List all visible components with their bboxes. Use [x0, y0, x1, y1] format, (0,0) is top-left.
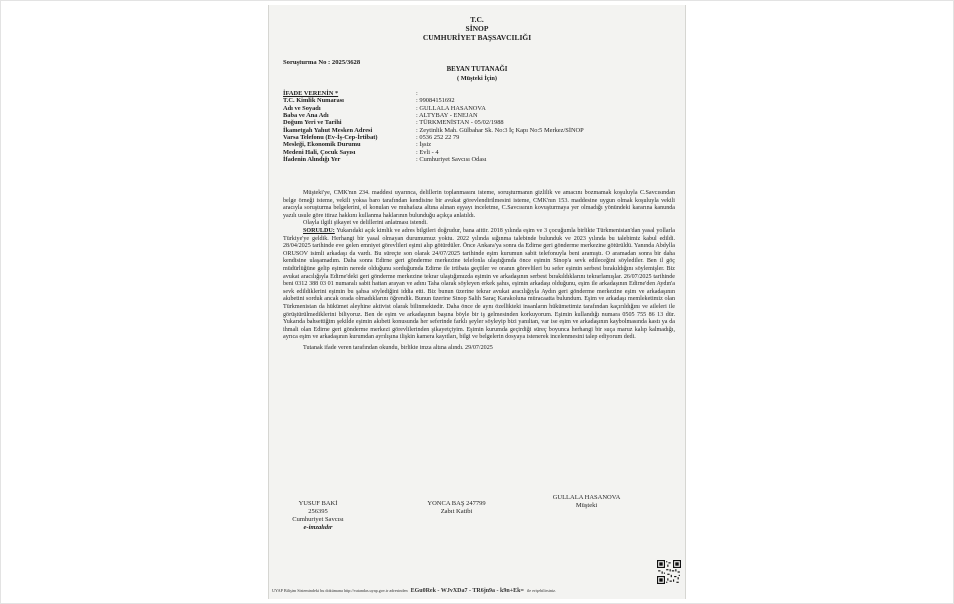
- field-label: İkametgah Yahut Mesken Adresi: [283, 126, 373, 134]
- field-value: : Zeytinlik Mah. Gülbahar Sk. No:3 İç Kapı No:5 Merkez/SİNOP: [416, 126, 584, 134]
- field-label: Adı ve Soyadı: [283, 104, 321, 112]
- investigation-label: Soruşturma No :: [283, 59, 331, 66]
- footer-text: UYAP Bilişim Sistemindeki bu dokümana http://vatandas.uyap.gov.tr adresinden: [272, 588, 408, 593]
- footer-verification: [272, 588, 556, 594]
- request-paragraph: Olayla ilgili şikayet ve delillerini anlatması istendi.: [303, 220, 428, 227]
- field-label: Varsa Telefonu (Ev-İş-Cep-İrtibat): [283, 134, 378, 142]
- field-label: Mesleği, Ekonomik Durumu: [283, 141, 361, 149]
- closing-paragraph: Tutanak ifade veren tarafından okundu, birlikte imza altına alındı. 29/07/2025: [303, 344, 493, 351]
- field-row: [283, 141, 678, 148]
- prosecutor-title: Cumhuriyet Savcısı: [292, 516, 344, 523]
- field-row: [283, 134, 678, 141]
- field-value: : TÜRKMENİSTAN - 05/02/1988: [416, 119, 504, 127]
- table-heading-row: İFADE VERENİN * :: [283, 90, 418, 97]
- field-value: : ALTYBAY - ENEJAN: [416, 112, 478, 120]
- document-page: [268, 5, 686, 599]
- footer-suffix: ile erişebilirsiniz.: [526, 588, 557, 593]
- field-label: Doğum Yeri ve Tarihi: [283, 119, 342, 127]
- field-value: : Cumhuriyet Savcısı Odası: [416, 156, 487, 164]
- field-row: [283, 105, 678, 112]
- field-row: [283, 149, 678, 156]
- doc-subtitle: ( Müşteki İçin): [457, 75, 497, 82]
- field-label: İfadenin Alındığı Yer: [283, 156, 341, 164]
- statement-text: Yukarıdaki açık kimlik ve adres bilgileri doğrudur, bana aittir. 2018 yılında eşim ve 3 çocuğumla birlikte Türkmenistan'dan yasal yollarla Türkiye'ye geldik. Herhangi bir yasal olmayan durumumuz yoktu. 2022 yılında sığınma talebinde bulunduk ve 2023 yılında bu talebimiz kabul edildi. 28/04/2025 tarihinde eve gelen emniyet görevlileri eşimi alıp götürdüler. Önce Ankara'ya sonra da Edirne geri gönderme merkezine götürüldü. Yanında Abdylla ORUSOV isimli arkadaşı da vardı. Bu süreçte son olarak 24/07/2025 tarihinde eşim kurumun sabit telefonuyla beni aramıştı. O aramadan sonra bir daha kendisine ulaşamadım. Daha sonra Edirne geri gönderme merkezine telefonla ulaştığımda önce eşimin Sinop'a sevk edileceğini söylediler. Ben il göç müdürlüğüne gelip eşimin nerede olduğunu sorduğumda Edirne ile irtibata geçtiler ve oranın görevlileri bu sefer eşimin serbest bırakıldığını söylemişler. Biz avukat aracılığıyla Edirne'deki geri gönderme merkezine tekrar ulaştığımızda eşimin ve arkadaşının serbest bırakıldıklarını tekrarlamışlar. 26/07/2025 tarihinde beni 0312 388 03 01 numaralı sabit hattan arayan ve adını Taha olarak söyleyen erkek şahıs, eşimin arkadaşı olduğunu, eşim ile arkadaşının Edirne'den Aydın'a sevk edildiklerini eşimin bu şahsa söylediğini iddia etti. Biz bunun üzerine tekrar avukat aracılığıyla Aydın geri gönderme merkezine eşim ve arkadaşının akıbetini sorduk ancak orada olmadıklarını öğrendik. Bunun üzerine Sinop Salih Saraç Karakoluna müracaatta bulundum. Eşim ve arkadaşı memleketimiz olan Türkmenistan da hükümet aleyhine aktivist olarak bilinmektedir. Daha önce de aynı özellikteki insanların hükümetimiz tarafından kaçırıldığını ve aileleri ile görüştürülmediklerini biliyoruz. Ben de eşim ve arkadaşının başına böyle bir iş gelmesinden korkuyorum. Eşimin kullandığı numara 0505 755 86 13 dür. Yukarıda bahsettiğim şekilde eşimin akıbeti konusunda her seferinde farklı şeyler söyleyip bizi yanıltan, var ise eşim ve arkadaşının kaybolmasında kastı ya da ihmali olan Edirne geri gönderme merkezi görevlilerinden şikayetçiyim. Eşimin kurumda geçirdiği süreç boyunca herhangi bir suça maruz kalıp kalmadığı, ayrıca eşim ve arkadaşının kurumdan ayrılışına ilişkin kamera kayıtları, bilgi ve belgelerin dosyaya istenerek incelenmesini talep ediyorum dedi.: [283, 227, 675, 341]
- header-tc: T.C.: [470, 15, 484, 24]
- prosecutor-signature: [283, 500, 353, 532]
- qr-code-icon: [657, 560, 681, 584]
- field-label: T.C. Kimlik Numarası: [283, 97, 344, 105]
- complainant-name: GULLALA HASANOVA: [552, 494, 621, 501]
- field-label: Baba ve Ana Adı: [283, 112, 329, 120]
- prosecutor-name: YUSUF BAKİ: [298, 500, 338, 507]
- field-value: : İşsiz: [416, 141, 432, 149]
- field-value: : 0536 252 22 79: [416, 134, 460, 142]
- field-value: : Evli - 4: [416, 148, 439, 156]
- doc-title: BEYAN TUTANAĞI: [446, 66, 508, 73]
- field-row: [283, 97, 678, 104]
- clerk-name: YONCA BAŞ 247799: [427, 500, 486, 507]
- field-row: [283, 127, 678, 134]
- field-row: [283, 156, 678, 163]
- statement-body: [283, 190, 675, 352]
- identity-table: [283, 90, 678, 163]
- header-office: CUMHURİYET BAŞSAVCILIĞI: [422, 33, 532, 42]
- prosecutor-esign: e-imzalıdır: [303, 524, 333, 531]
- field-label: Medeni Hali, Çocuk Sayısı: [283, 148, 356, 156]
- header-city: SİNOP: [465, 24, 489, 33]
- field-row: [283, 112, 678, 119]
- clerk-title: Zabıt Katibi: [440, 508, 473, 515]
- rights-paragraph: Müşteki'ye, CMK'nın 234. maddesi uyarınca, delillerin toplanmasını isteme, soruşturmanın gizlilik ve amacını bozmamak koşuluyla C.Savcısından belge örneği isteme, vekili yoksa baro tarafından kendisine bir avukat görevlendirilmesini isteme, CMK'nın 153. maddesine uygun olmak koşuluyla vekili aracıyla soruşturma belgelerini, el konulan ve muhafaza altına alınan eşyayı inceletme, C.Savcısının kovuşturmaya yer olmadığı yönündeki kararına kanunda yazılı usule göre itiraz hakkını kullanma haklarının bulunduğu açıkça anlatıldı.: [283, 190, 675, 219]
- investigation-number: 2025/3628: [331, 59, 361, 66]
- complainant-signature: [539, 494, 634, 510]
- statement-paragraph: [283, 228, 675, 342]
- asked-label: SORULDU:: [303, 227, 335, 234]
- table-heading: İFADE VERENİN *: [283, 90, 339, 97]
- clerk-signature: [409, 500, 504, 516]
- prosecutor-number: 256395: [308, 508, 328, 515]
- field-row: [283, 119, 678, 126]
- complainant-title: Müşteki: [575, 502, 598, 509]
- field-value: : GULLALA HASANOVA: [416, 104, 486, 112]
- footer-code: EGu0Rek - WJvXDa7 - TR6jn9a - k9n+Ek=: [410, 588, 524, 594]
- field-value: : 99084151692: [416, 97, 455, 105]
